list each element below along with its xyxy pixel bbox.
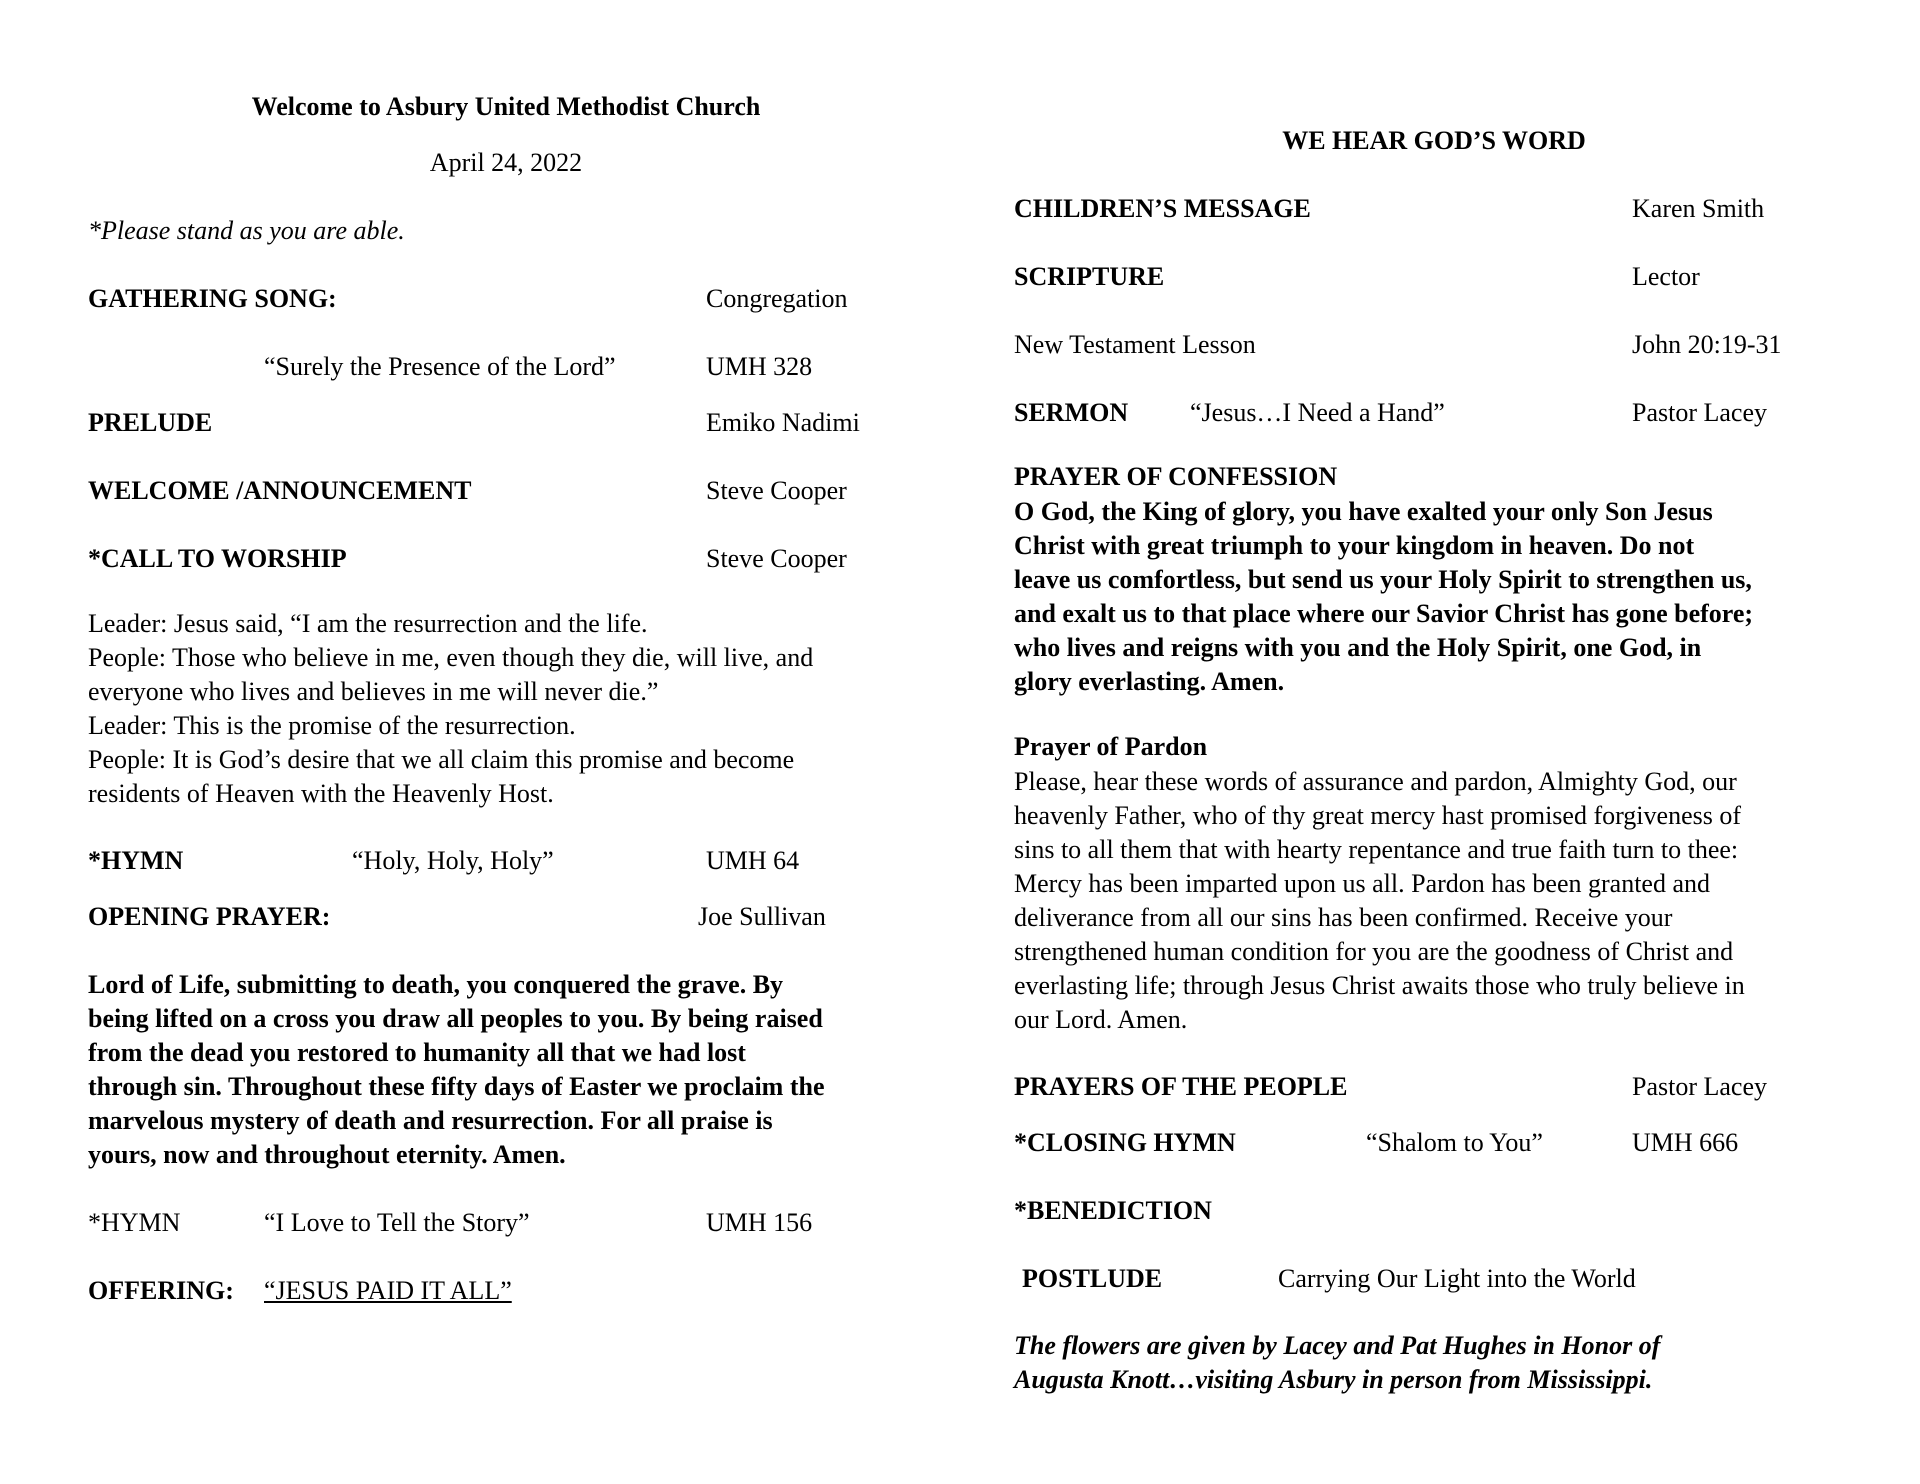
welcome-label: WELCOME /ANNOUNCEMENT <box>88 476 472 505</box>
prayer-line: yours, now and throughout eternity. Amen. <box>88 1140 566 1169</box>
sermon-label: SERMON <box>1014 398 1129 427</box>
sermon-leader: Pastor Lacey <box>1632 398 1768 427</box>
postlude-label: POSTLUDE <box>1022 1264 1163 1293</box>
prayer-line: being lifted on a cross you draw all peoples to you. By being raised <box>88 1004 823 1033</box>
pardon-line: sins to all them that with hearty repentance and true faith turn to thee: <box>1014 835 1739 864</box>
confession-line: who lives and reigns with you and the Holy Spirit, one God, in <box>1014 633 1702 662</box>
litany-line: People: Those who believe in me, even though they die, will live, and <box>88 643 814 672</box>
prelude-leader: Emiko Nadimi <box>706 408 860 437</box>
prayer-line: through sin. Throughout these fifty days of Easter we proclaim the <box>88 1072 825 1101</box>
pardon-line: everlasting life; through Jesus Christ awaits those who truly believe in <box>1014 971 1745 1000</box>
pardon-text <box>1014 765 1745 1037</box>
gathering-song-leader: Congregation <box>706 284 848 313</box>
litany-line: everyone who lives and believes in me will never die.” <box>88 677 659 706</box>
flowers-line: Augusta Knott…visiting Asbury in person from Mississippi. <box>1014 1365 1653 1394</box>
confession-line: and exalt us to that place where our Savior Christ has gone before; <box>1014 599 1754 628</box>
confession-line: O God, the King of glory, you have exalted your only Son Jesus <box>1014 497 1713 526</box>
hymn-2-label: *HYMN <box>88 1208 181 1237</box>
closing-hymn-title: “Shalom to You” <box>1366 1128 1543 1157</box>
opening-prayer-leader: Joe Sullivan <box>698 902 826 931</box>
litany-line: residents of Heaven with the Heavenly Host. <box>88 779 554 808</box>
opening-prayer-label: OPENING PRAYER: <box>88 902 331 931</box>
welcome-leader: Steve Cooper <box>706 476 847 505</box>
flowers-note <box>1014 1329 1660 1397</box>
prayers-of-people-label: PRAYERS OF THE PEOPLE <box>1014 1072 1348 1101</box>
call-to-worship-label: *CALL TO WORSHIP <box>88 544 347 573</box>
stand-note: *Please stand as you are able. <box>88 216 405 245</box>
pardon-line: strengthened human condition for you are the goodness of Christ and <box>1014 937 1734 966</box>
lesson-label: New Testament Lesson <box>1014 330 1256 359</box>
pardon-line: Mercy has been imparted upon us all. Pardon has been granted and <box>1014 869 1711 898</box>
service-date: April 24, 2022 <box>429 148 583 177</box>
hymn-2-title: “I Love to Tell the Story” <box>264 1208 530 1237</box>
prayer-line: from the dead you restored to humanity all that we had lost <box>88 1038 746 1067</box>
closing-hymn-label: *CLOSING HYMN <box>1014 1128 1236 1157</box>
hymn-1-label: *HYMN <box>88 846 184 875</box>
scripture-leader: Lector <box>1632 262 1700 291</box>
prayers-of-people-leader: Pastor Lacey <box>1632 1072 1768 1101</box>
childrens-message-leader: Karen Smith <box>1632 194 1765 223</box>
litany-line: Leader: Jesus said, “I am the resurrection and the life. <box>88 609 648 638</box>
offering-song: “JESUS PAID IT ALL” <box>264 1276 512 1305</box>
confession-line: glory everlasting. Amen. <box>1014 667 1285 696</box>
prayer-line: Lord of Life, submitting to death, you conquered the grave. By <box>88 970 784 999</box>
confession-line: leave us comfortless, but send us your Holy Spirit to strengthen us, <box>1014 565 1752 594</box>
litany-line: People: It is God’s desire that we all claim this promise and become <box>88 745 795 774</box>
call-to-worship-litany <box>88 607 813 811</box>
gathering-song-hymn-number: UMH 328 <box>706 352 813 381</box>
prayer-line: marvelous mystery of death and resurrection. For all praise is <box>88 1106 773 1135</box>
childrens-message-label: CHILDREN’S MESSAGE <box>1014 194 1311 223</box>
lesson-reference: John 20:19-31 <box>1632 330 1782 359</box>
prelude-label: PRELUDE <box>88 408 213 437</box>
closing-hymn-number: UMH 666 <box>1632 1128 1739 1157</box>
pardon-line: heavenly Father, who of thy great mercy hast promised forgiveness of <box>1014 801 1741 830</box>
pardon-line: deliverance from all our sins has been confirmed. Receive your <box>1014 903 1673 932</box>
church-welcome-title: Welcome to Asbury United Methodist Church <box>251 92 761 121</box>
flowers-line: The flowers are given by Lacey and Pat Hughes in Honor of <box>1014 1331 1661 1360</box>
confession-title: PRAYER OF CONFESSION <box>1014 462 1338 491</box>
pardon-line: our Lord. Amen. <box>1014 1005 1188 1034</box>
hymn-2-number: UMH 156 <box>706 1208 813 1237</box>
litany-line: Leader: This is the promise of the resurrection. <box>88 711 576 740</box>
confession-line: Christ with great triumph to your kingdom in heaven. Do not <box>1014 531 1695 560</box>
benediction-label: *BENEDICTION <box>1014 1196 1212 1225</box>
hymn-1-number: UMH 64 <box>706 846 800 875</box>
gathering-song-label: GATHERING SONG: <box>88 284 337 313</box>
postlude-title: Carrying Our Light into the World <box>1278 1264 1636 1293</box>
section-heading: WE HEAR GOD’S WORD <box>1282 126 1586 155</box>
call-to-worship-leader: Steve Cooper <box>706 544 847 573</box>
gathering-song-title: “Surely the Presence of the Lord” <box>264 352 616 381</box>
scripture-label: SCRIPTURE <box>1014 262 1165 291</box>
offering-label: OFFERING: <box>88 1276 234 1305</box>
sermon-title: “Jesus…I Need a Hand” <box>1190 398 1445 427</box>
pardon-line: Please, hear these words of assurance and pardon, Almighty God, our <box>1014 767 1737 796</box>
hymn-1-title: “Holy, Holy, Holy” <box>352 846 554 875</box>
confession-text <box>1014 495 1753 699</box>
opening-prayer-text <box>88 968 824 1172</box>
pardon-title: Prayer of Pardon <box>1014 732 1208 761</box>
